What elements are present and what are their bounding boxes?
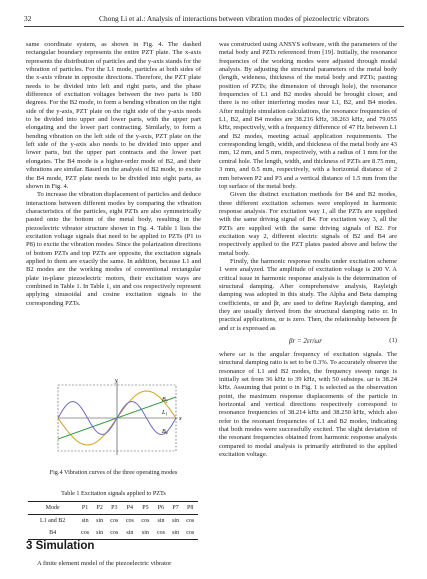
table-cell: sin	[96, 530, 104, 536]
right-column	[219, 41, 397, 460]
table-header-cell: P5	[142, 505, 149, 511]
equation-expression: βr = 2εr/ωr	[289, 337, 323, 346]
table-cell: cos	[125, 518, 134, 524]
table-header-cell: P6	[157, 505, 165, 511]
left-paragraph-1: same coordinate system, as shown in Fig. 4. The dashed rectangular boundary represents the entire PZT plate. The x-axis represents the distribution of particles and the y-axis stands for the vibration of particles. For the L1 mode, particles at both sides of the x-axis vibrate in opposite directions. Therefore, the PZT plate needs to be divided into left and right parts, and the phase difference of excitation voltages between the two parts is 180 degrees. For the B2 mode, to form a bending vibration on the right side of the y-axis, PZT plate on the right side of the y-axis needs to be divided into upper and lower parts, with the upper part elongating and the lower part contracting. Similarly, to form a bending vibration on the left side of the y-axis, PZT plate on the left side of the y-axis also needs to be divided into upper and lower parts, but the upper part contracts and the lower part elongates. The B4 mode is a higher-order mode of B2, and their vibrations are similar. Based on the analysis of B2 mode, to excite the B4 mode, PZT plate needs to be divided into eight parts, as shown in Fig. 4.	[26, 41, 201, 190]
figure-4	[52, 377, 182, 459]
table-cell: cos	[110, 530, 119, 536]
table-cell: sin	[96, 518, 104, 524]
b2-curve-label: $B_2$	[162, 397, 168, 404]
table-cell: L1 and B2	[39, 518, 66, 524]
l1-curve-label: $L_1$	[162, 410, 168, 417]
excitation-table	[28, 501, 198, 540]
table-cell: sin	[172, 530, 180, 536]
running-title: Chong Li et al.: Analysis of interactions between vibration modes of piezoelectric vibrators	[99, 14, 369, 23]
table-cell: cos	[186, 530, 195, 536]
vibration-curves-plot	[52, 377, 182, 459]
page-number: 32	[24, 14, 32, 23]
table-row	[28, 515, 198, 528]
table-header-cell: P7	[172, 505, 179, 511]
section-heading: 3 Simulation	[26, 540, 95, 552]
table-cell: sin	[81, 518, 89, 524]
table-header-cell: Mode	[45, 505, 60, 511]
x-axis-label: x	[179, 416, 182, 422]
table-cell: cos	[141, 518, 150, 524]
right-paragraph-1: was constructed using ANSYS software, with the parameters of the metal body and PZTs referenced from [19]. Initially, the resonance frequencies of the working modes were adjusted through modal analysis. By adjusting the structural parameters of the metal body (length, wideness, thickness of the metal body and PZTs; pasting position of PZTs; the dimension of through hole), the resonance frequencies of L1 and B2 modes should be brought closer, and there is no other interfering modes near L1, B2, and B4 modes. After multiple simulation calculations, the resonance frequencies of L1, B2, and B4 modes are 38.216 kHz, 38.263 kHz, and 79.055 kHz, respectively, with a frequency difference of 47 Hz between L1 and B2 modes, meeting actual application requirements. The corresponding length, width, and thickness of the metal body are 43 mm, 12 mm, and 5 mm, respectively, with a radius of 1 mm for the central hole. The length, width, and thickness of PZTs are 8.75 mm, 3 mm, and 0.5 mm, respectively, with a horizontal distance of 2 mm between P2 and P3 and a vertical distance of 1.5 mm from the top surface of the metal body.	[219, 41, 397, 190]
table-body	[28, 515, 198, 540]
table-cell: cos	[186, 518, 195, 524]
page-header	[24, 12, 404, 27]
b4-curve-label: $B_4$	[162, 429, 168, 436]
table-cell: B4	[49, 530, 57, 536]
left-paragraph-2: To increase the vibration displacement of particles and deduce interactions between different modes by comparing the vibration characteristics of the particles, eight PZTs are also symmetrically pasted onto the bottom of the metal body, resulting in the piezoelectric vibrator structure shown in Fig. 4. Table 1 lists the excitation voltage signals that need to be applied to PZTs (P1 to P8) to excite the vibration modes. Since the polarization directions of bottom PZTs and top PZTs are opposite, the excitation signals applied to them are exactly the same. In addition, because L1 and B2 modes are the working modes of conventional rectangular plate in-plane piezoelectric motors, their excitation ways are combined in Table 1. In Table 1, sin and cos respectively represent applying sinusoidal and cosine excitation signals to the corresponding PZTs.	[26, 191, 201, 307]
table-cell: cos	[110, 518, 119, 524]
figure-caption: Fig.4 Vibration curves of the three operating modes	[49, 469, 178, 476]
table-header-cell: P8	[187, 505, 194, 511]
table-header-cell: P4	[126, 505, 134, 511]
equation-number: (1)	[389, 337, 397, 345]
table-header-row	[28, 502, 198, 515]
table-cell: sin	[172, 518, 180, 524]
table-cell: sin	[157, 518, 165, 524]
right-paragraph-4: where ωr is the angular frequency of excitation signals. The structural damping ratio is set to be 0.3%. To accurately observe the resonance of L1 and B2 modes, the frequency sweep range is initially set from 36 kHz to 39 kHz, with 50 substeps. ωr is 38.24 kHz. Assuming that point o in Fig. 1 is selected as the observation point, the maximum response displacements of the particle in horizontal and vertical directions respectively correspond to resonance frequencies of 38.214 kHz and 38.250 kHz, which also refer to the resonant frequencies of L1 and B2 modes, indicating that both modes were successfully excited. The slight deviation of the resonant frequencies obtained from harmonic response analysis compared to modal analysis is primarily attributed to the applied excitation voltage.	[219, 351, 397, 459]
table-caption: Table 1 Excitation signals applied to PZTs	[61, 490, 166, 497]
right-paragraph-3: Firstly, the harmonic response results under excitation scheme 1 were analyzed. The amplitude of excitation voltage is 200 V. A critical issue in harmonic response analysis is the determination of structural damping. After comprehensive analysis, Rayleigh damping was adopted in this study. The Alpha and Beta damping coefficients, αr and βr, are used to define Rayleigh damping, and they are usually derived from the structural damping ratio εr. In practical applications, αr is zero. Then, the relationship between βr and εr is expressed as	[219, 257, 397, 332]
right-paragraph-2: Given the distinct excitation methods for B4 and B2 modes, three different excitation schemes were employed in harmonic response analysis. For excitation way 1, all the PZTs are supplied with the same driving signal of B4. For excitation way 3, all the PZTs are supplied with the same driving signals of B2. For excitation way 2, different electric signals of B2 and B4 are respectively applied to the PZT plates pasted above and below the metal body.	[219, 191, 397, 257]
table-cell: cos	[156, 530, 165, 536]
equation-1	[219, 335, 397, 349]
table-header-cell: P1	[81, 505, 89, 511]
left-column	[26, 41, 201, 308]
table-cell: sin	[141, 530, 149, 536]
table-header-cell: P3	[111, 505, 118, 511]
table-header-cell: P2	[96, 505, 103, 511]
section-paragraph: A finite element model of the piezoelectric vibrator	[37, 560, 172, 567]
table-cell: sin	[126, 530, 134, 536]
y-axis-label: y	[115, 378, 118, 384]
table-row	[28, 527, 198, 540]
table-cell: cos	[81, 530, 90, 536]
